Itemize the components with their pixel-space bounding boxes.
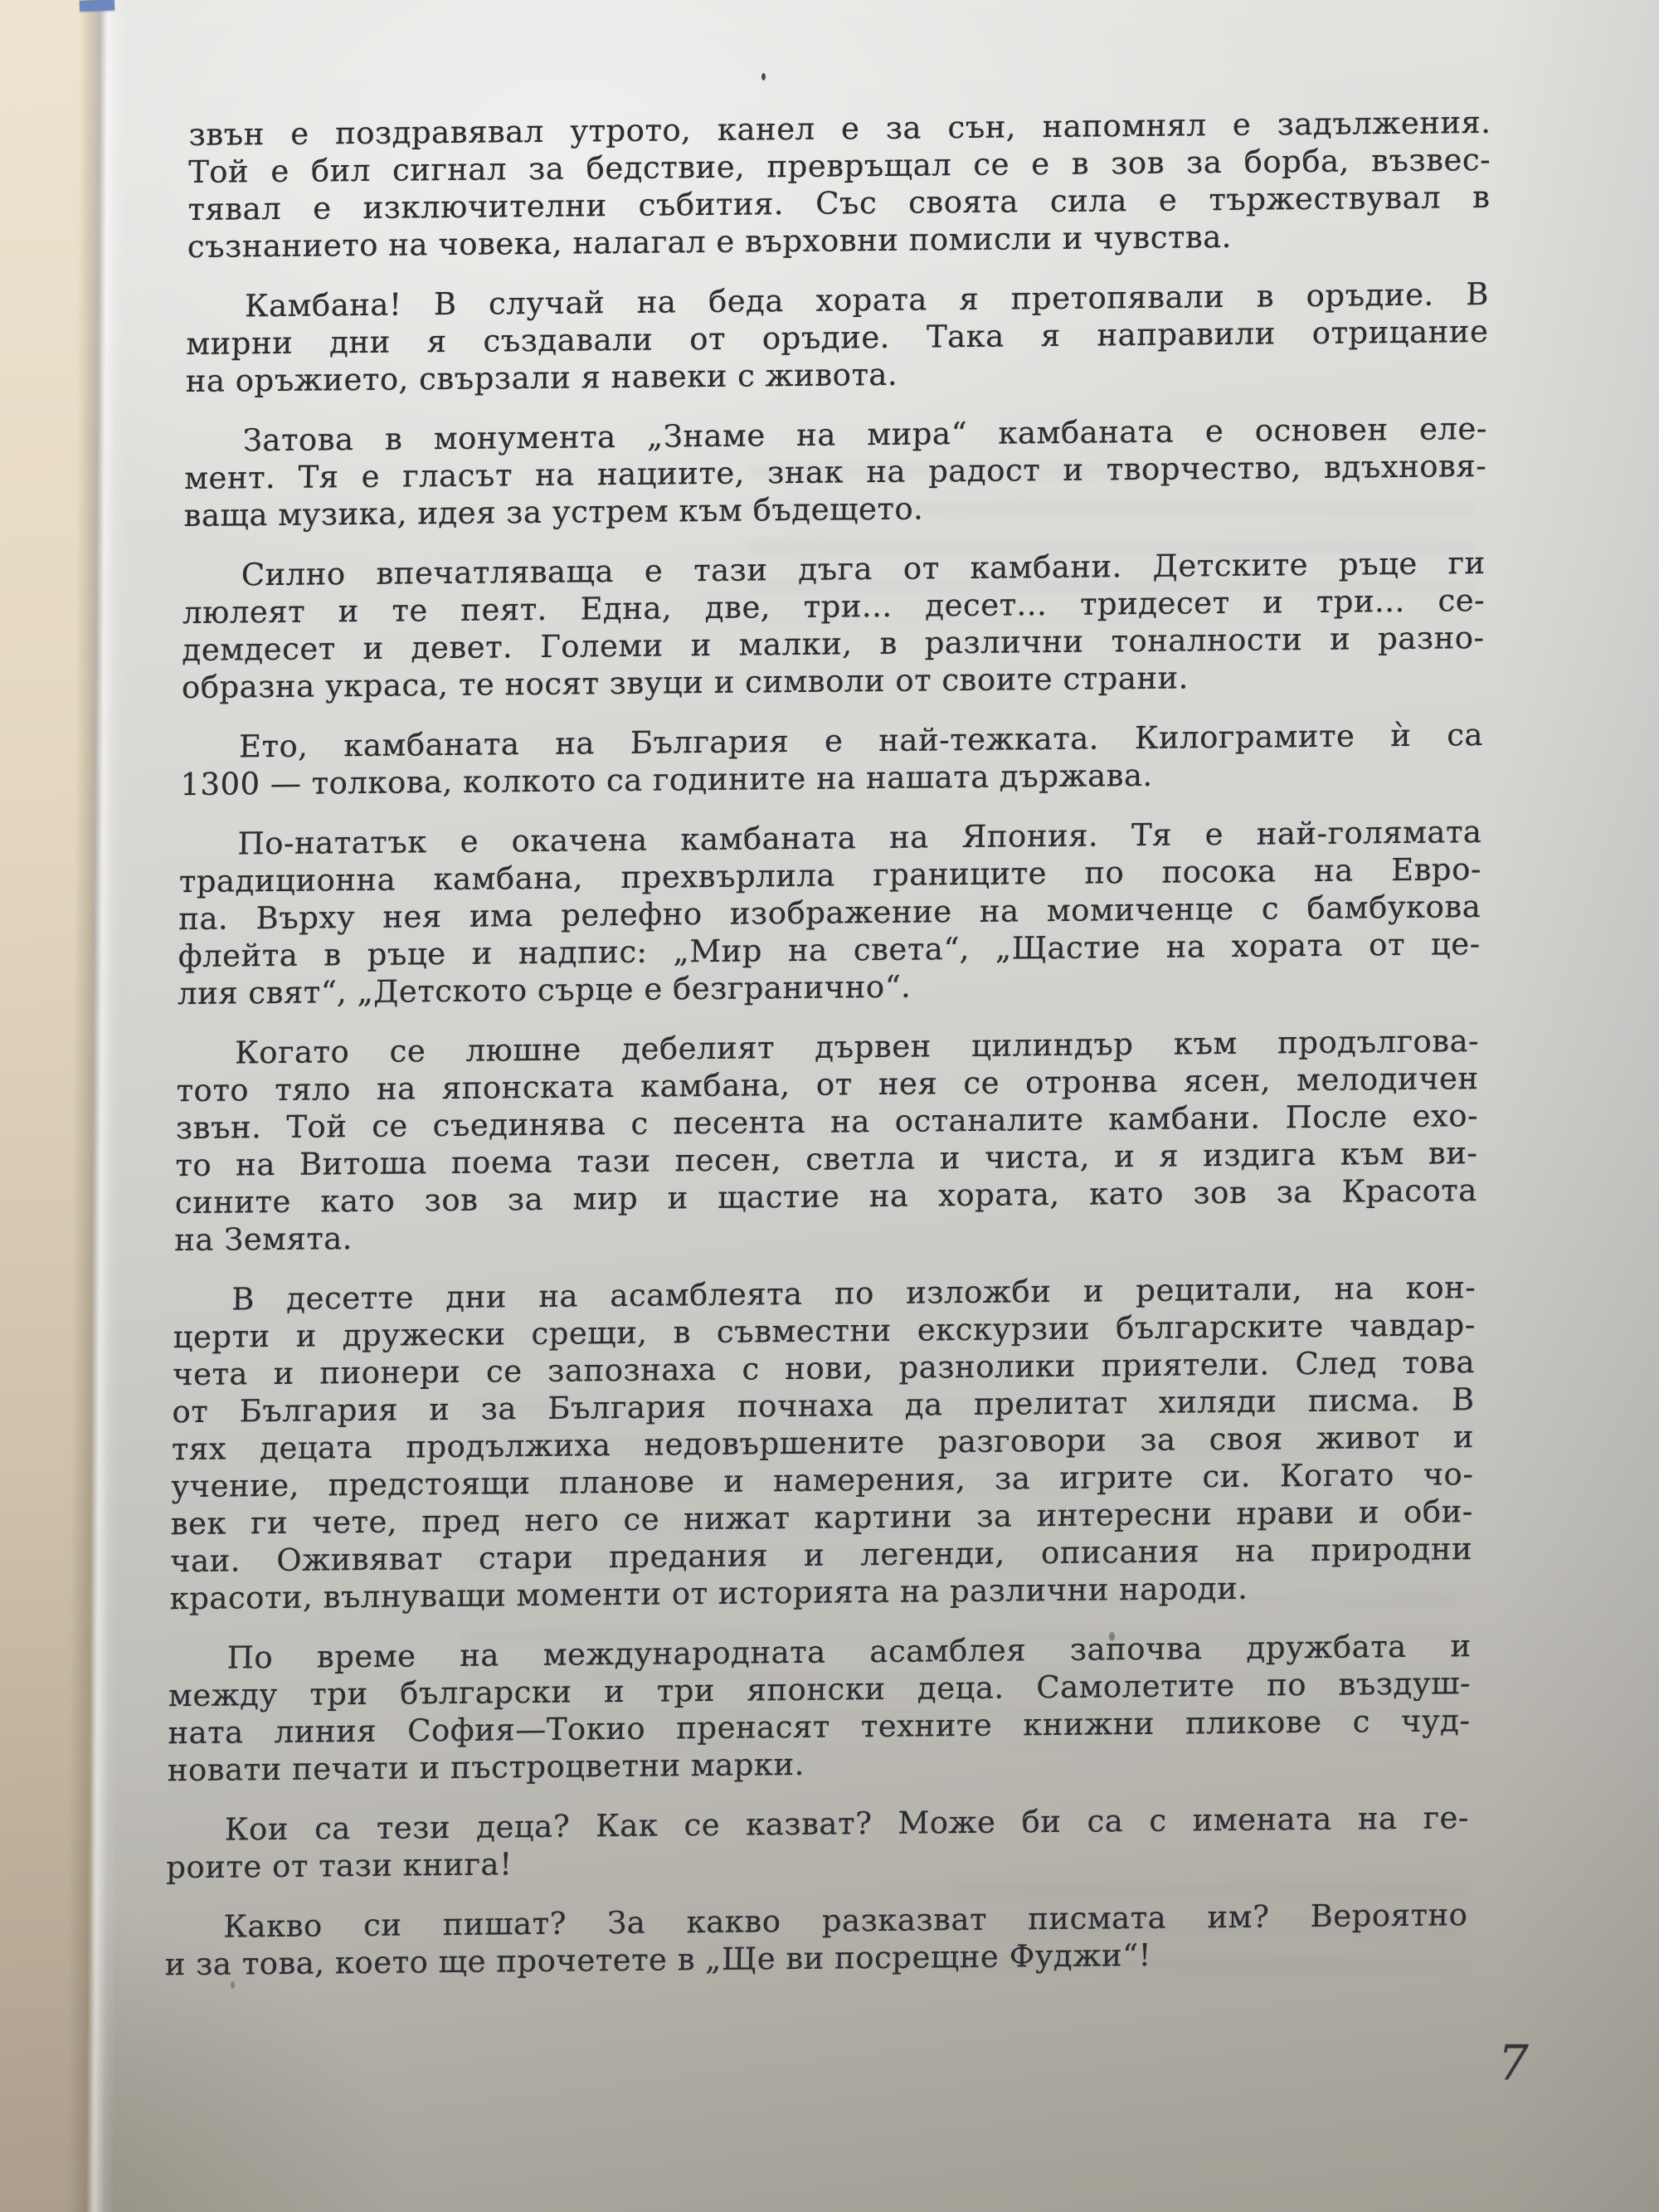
text-line: новати печати и пъстроцветни марки. — [167, 1746, 805, 1789]
text-line: ваща музика, идея за устрем към бъдещето. — [183, 490, 924, 534]
text-line: и за това, което ще прочетете в „Ще ви посрещне Фуджи“! — [164, 1937, 1152, 1983]
text-line: мент. Тя е гласът на нациите, знак на радост и творчество, вдъхновя- — [184, 447, 1487, 497]
text-line: тявал е изключителни събития. Със своята сила е тържествувал в — [187, 178, 1491, 228]
text-line: 1300 — толкова, колкото са годините на нашата държава. — [180, 757, 1154, 803]
paper-speck — [761, 73, 766, 80]
text-line: По-нататък е окачена камбаната на Япония. Тя е най-голямата — [237, 814, 1482, 862]
text-line: сините като зов за мир и щастие на хората, като зов за Красота — [174, 1172, 1478, 1221]
text-line: Той е бил сигнал за бедствие, превръщал се е в зов за борба, възвес- — [187, 141, 1491, 191]
blue-edge-mark — [80, 0, 114, 12]
paragraph-5 — [180, 716, 1483, 803]
text-line: чаи. Оживяват стари предания и легенди, описания на природни — [169, 1531, 1473, 1580]
text-line: Когато се люшне дебелият дървен цилиндър към продългова- — [234, 1023, 1480, 1071]
text-line: па. Върху нея има релефно изображение на момиченце с бамбукова — [178, 889, 1481, 938]
text-line: учение, предстоящи планове и намерения, за игрите си. Когато чо- — [171, 1456, 1474, 1505]
text-line: Камбана! В случай на беда хората я претопявали в оръдие. В — [244, 275, 1490, 324]
text-line: от България и за България почнаха да прелитат хиляди писма. В — [172, 1381, 1475, 1430]
text-line: тото тяло на японската камбана, от нея се отронва ясен, мелодичен — [176, 1060, 1479, 1109]
text-line: тях децата продължиха недовършените разговори за своя живот и — [171, 1419, 1475, 1468]
page-number: 7 — [1498, 2034, 1529, 2091]
paragraph-10 — [166, 1799, 1469, 1886]
text-line: роите от тази книга! — [166, 1846, 513, 1886]
text-line: красоти, вълнуващи моменти от историята на различни народи. — [169, 1570, 1248, 1617]
text-line: По време на международната асамблея започва дружбата и — [226, 1628, 1472, 1676]
text-line: лия свят“, „Детското сърце е безгранично“. — [177, 968, 912, 1012]
text-line: Силно впечатляваща е тази дъга от камбани. Детските ръце ги — [241, 544, 1486, 593]
text-line: флейта в ръце и надпис: „Мир на света“, „Щастие на хората от це- — [178, 926, 1481, 975]
text-line: мирни дни я създавали от оръдие. Така я направили отрицание — [186, 313, 1489, 363]
text-line: на оръжието, свързали я навеки с живота. — [185, 356, 898, 400]
paragraph-11 — [165, 1896, 1468, 1983]
paragraph-8 — [169, 1269, 1476, 1617]
text-line: Кои са тези деца? Как се казват? Може би са с имената на ге- — [224, 1800, 1470, 1848]
text-line: между три български и три японски деца. Самолетите по въздуш- — [168, 1665, 1472, 1714]
text-line: звън е поздравявал утрото, канел е за сън, напомнял е задължения. — [188, 104, 1491, 153]
text-line: съзнанието на човека, налагал е върховни помисли и чувства. — [187, 218, 1233, 266]
paragraph-1 — [187, 104, 1491, 266]
text-line: то на Витоша поема тази песен, светла и чиста, и я издига към ви- — [175, 1135, 1478, 1184]
text-line: традиционна камбана, прехвърлила границите по посока на Евро- — [178, 851, 1482, 900]
paragraph-3 — [183, 410, 1487, 534]
text-line: Какво си пишат? За какво разказват писмата им? Вероятно — [223, 1897, 1468, 1945]
paragraph-6 — [178, 813, 1482, 1012]
text-line: чета и пионери се запознаха с нови, разнолики приятели. След това — [172, 1344, 1476, 1393]
paragraph-7 — [174, 1022, 1480, 1259]
text-line: люлеят и те пеят. Една, две, три... десет... тридесет и три... се- — [182, 582, 1486, 631]
text-line: звън. Той се съединява с песента на останалите камбани. После ехо- — [175, 1098, 1479, 1147]
text-line: образна украса, те носят звуци и символи от своите страни. — [181, 660, 1190, 706]
paragraph-2 — [186, 275, 1490, 400]
text-line: век ги чете, пред него се нижат картини за интересни нрави и оби- — [170, 1493, 1474, 1542]
text-line: В десетте дни на асамблеята по изложби и рецитали, на кон- — [231, 1269, 1477, 1318]
paragraph-4 — [182, 544, 1486, 706]
text-line: Затова в монумента „Знаме на мира“ камбаната е основен еле- — [242, 410, 1488, 459]
text-line: на Земята. — [173, 1220, 353, 1259]
text-line: демдесет и девет. Големи и малки, в различни тоналности и разно- — [182, 620, 1485, 669]
text-line: Ето, камбаната на България е най-тежката. Килограмите ѝ са — [238, 717, 1484, 765]
paragraph-9 — [168, 1627, 1472, 1789]
text-line: ната линия София—Токио пренасят техните книжни пликове с чуд- — [168, 1703, 1471, 1752]
text-line: церти и дружески срещи, в съвместни екскурзии българските чавдар- — [173, 1307, 1477, 1356]
text-block — [164, 104, 1491, 2005]
